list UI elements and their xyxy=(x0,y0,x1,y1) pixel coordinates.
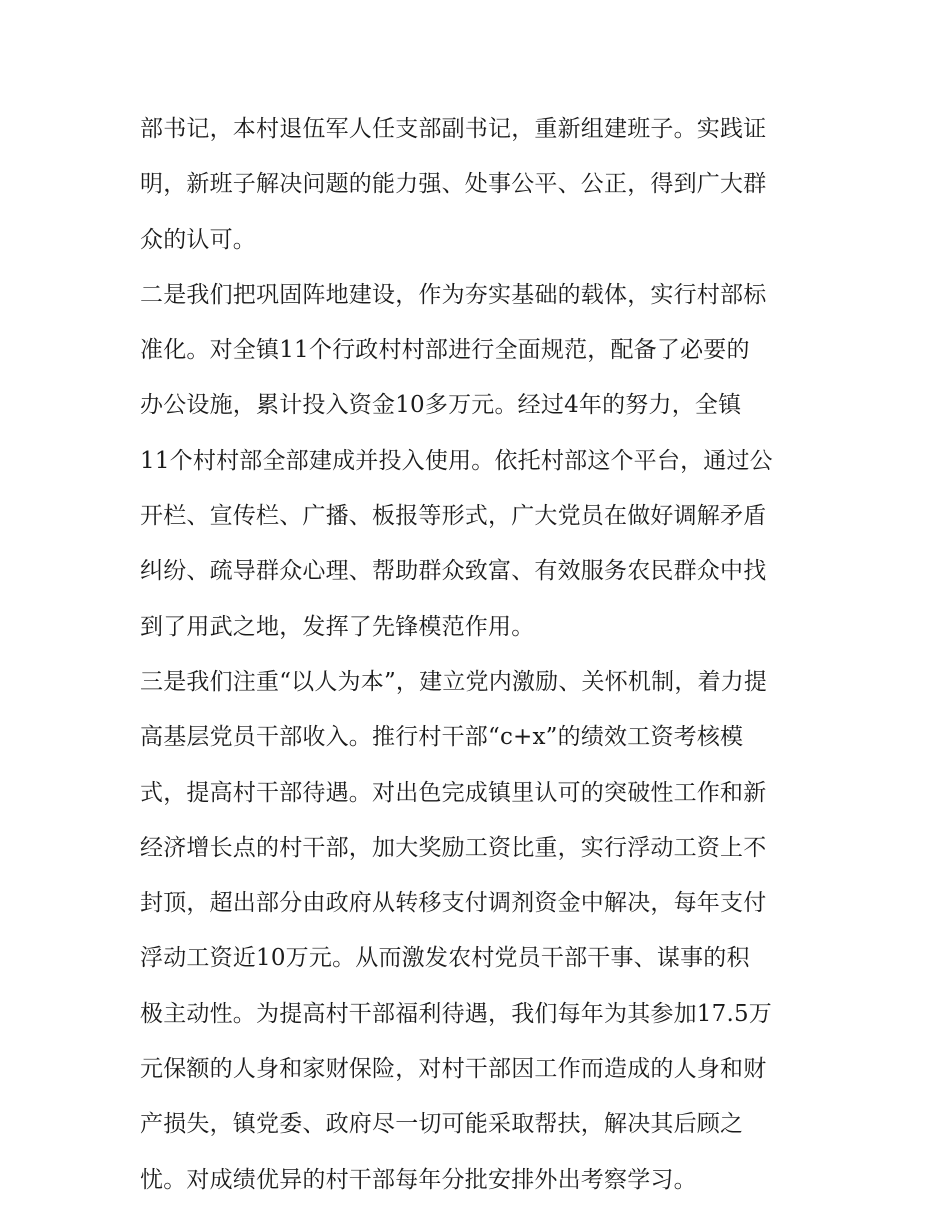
text-line: 办公设施，累计投入资金10多万元。经过4年的努力，全镇 xyxy=(140,392,742,419)
text-line: 众的认可。 xyxy=(140,226,256,253)
text-line: 部书记，本村退伍军人任支部副书记，重新组建班子。实践证 xyxy=(140,116,767,142)
text-line: 产损失，镇党委、政府尽一切可能采取帮扶，解决其后顾之 xyxy=(140,1111,744,1138)
text-line: 11个村村部全部建成并投入使用。依托村部这个平台，通过公 xyxy=(140,447,773,474)
text-line: 明，新班子解决问题的能力强、处事公平、公正，得到广大群 xyxy=(140,171,767,198)
text-line: 到了用武之地，发挥了先锋模范作用。 xyxy=(140,613,535,640)
body-text xyxy=(140,102,830,1208)
text-line: 忧。对成绩优异的村干部每年分批安排外出考察学习。 xyxy=(140,1166,697,1193)
text-line: 纠纷、疏导群众心理、帮助群众致富、有效服务农民群众中找 xyxy=(140,558,767,585)
text-line: 三是我们注重“以人为本”，建立党内激励、关怀机制，着力提 xyxy=(140,668,768,695)
text-line: 开栏、宣传栏、广播、板报等形式，广大党员在做好调解矛盾 xyxy=(140,503,767,530)
text-line: 封顶，超出部分由政府从转移支付调剂资金中解决，每年支付 xyxy=(140,890,767,917)
text-line: 浮动工资近10万元。从而激发农村党员干部干事、谋事的积 xyxy=(140,945,750,972)
text-line: 式，提高村干部待遇。对出色完成镇里认可的突破性工作和新 xyxy=(140,779,767,806)
text-line: 二是我们把巩固阵地建设，作为夯实基础的载体，实行村部标 xyxy=(140,281,767,308)
text-line: 元保额的人身和家财保险，对村干部因工作而造成的人身和财 xyxy=(140,1056,767,1083)
text-line: 经济增长点的村干部，加大奖励工资比重，实行浮动工资上不 xyxy=(140,834,767,861)
text-line: 高基层党员干部收入。推行村干部“c+x”的绩效工资考核模 xyxy=(140,724,744,751)
text-line: 准化。对全镇11个行政村村部进行全面规范，配备了必要的 xyxy=(140,337,750,364)
text-line: 极主动性。为提高村干部福利待遇，我们每年为其参加17.5万 xyxy=(140,1000,773,1027)
